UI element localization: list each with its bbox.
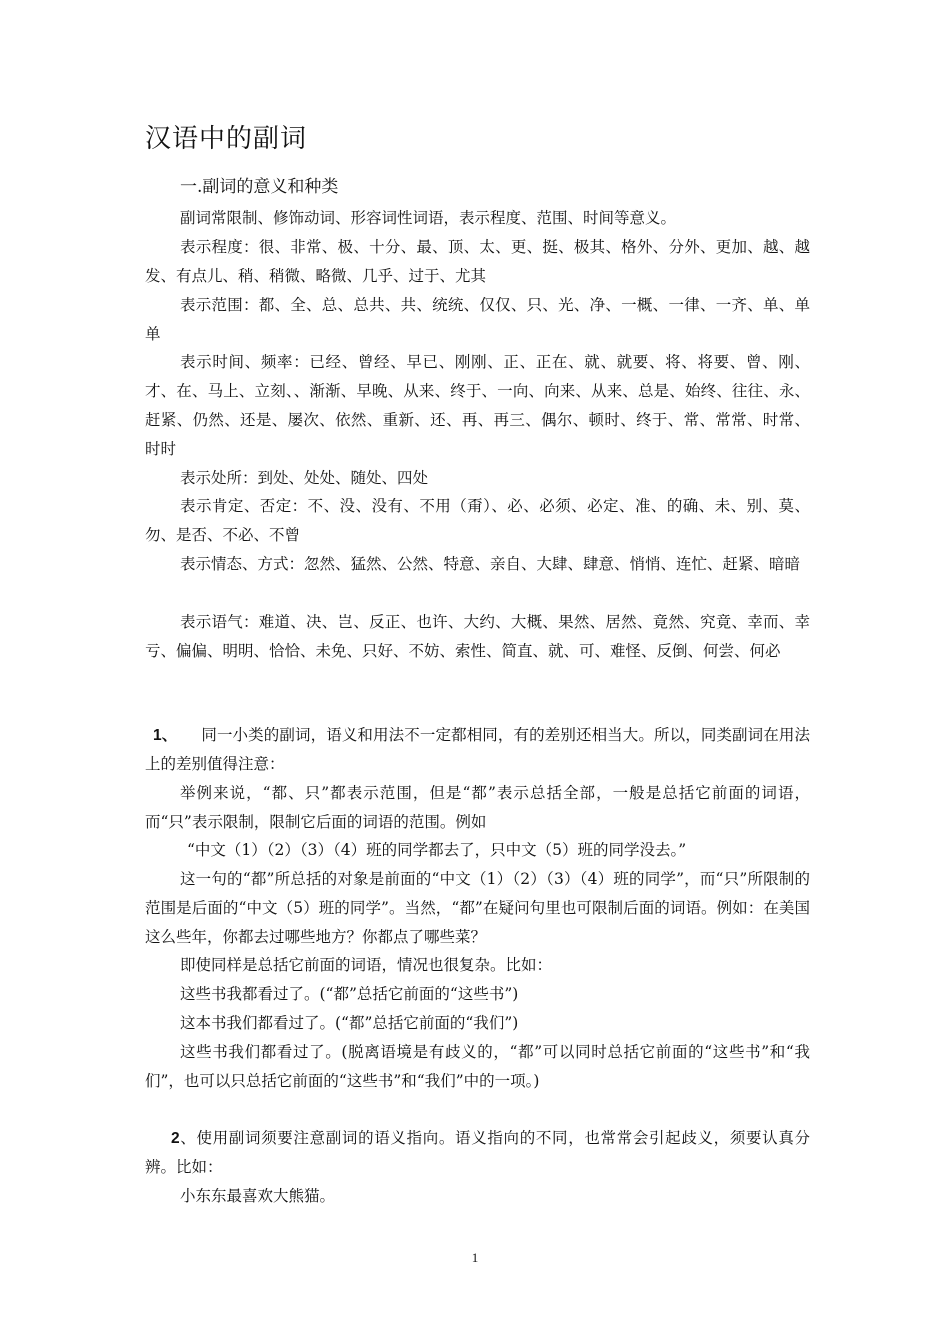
point-1-paragraph: 举例来说，“都、只”都表示范围，但是“都”表示总括全部，一般是总括它前面的词语，而“只”表示限制，限制它后面的词语的范围。例如 xyxy=(145,784,810,831)
point-2-example: 小东东最喜欢大熊猫。 xyxy=(180,1187,336,1205)
point-1 xyxy=(145,721,810,779)
paragraph-negation: 表示肯定、否定：不、没、没有、不用（甭）、必、必须、必定、准、的确、未、别、莫、勿、是否、不必、不曾 xyxy=(145,497,810,544)
paragraph-manner: 表示情态、方式：忽然、猛然、公然、特意、亲自、大肆、肆意、悄悄、连忙、赶紧、暗暗 xyxy=(180,555,801,573)
point-1-number: 1、 xyxy=(153,727,178,744)
point-2-text: 、使用副词须要注意副词的语义指向。语义指向的不同，也常常会引起歧义，须要认真分辨。比如： xyxy=(145,1129,810,1176)
paragraph-degree: 表示程度：很、非常、极、十分、最、顶、太、更、挺、极其、格外、分外、更加、越、越发、有点儿、稍、稍微、略微、几乎、过于、尤其 xyxy=(145,238,810,285)
point-1-explanation: 这一句的“都”所总括的对象是前面的“中文（1）（2）（3）（4）班的同学”，而“只”所限制的范围是后面的“中文（5）班的同学”。当然，“都”在疑问句里也可限制后面的词语。例如：在美国这么些年，你都去过哪些地方？你都点了哪些菜？ xyxy=(145,870,810,946)
document-title: 汉语中的副词 xyxy=(145,124,308,154)
point-1-example: 这些书我都看过了。(“都”总括它前面的“这些书”) xyxy=(180,985,519,1003)
point-1-example: “中文（1）（2）（3）（4）班的同学都去了，只中文（5）班的同学没去。” xyxy=(187,841,687,859)
paragraph-mood: 表示语气：难道、决、岂、反正、也许、大约、大概、果然、居然、竟然、究竟、幸而、幸亏、偏偏、明明、恰恰、未免、只好、不妨、索性、简直、就、可、难怪、反倒、何尝、何必 xyxy=(145,613,810,660)
paragraph-place: 表示处所：到处、处处、随处、四处 xyxy=(180,469,429,487)
point-1-paragraph: 即使同样是总括它前面的词语，情况也很复杂。比如： xyxy=(180,956,553,974)
point-1-example: 这些书我们都看过了。(脱离语境是有歧义的，“都”可以同时总括它前面的“这些书”和“我们”，也可以只总括它前面的“这些书”和“我们”中的一项。) xyxy=(145,1043,810,1090)
point-2-number: 2 xyxy=(171,1130,180,1147)
paragraph-time: 表示时间、频率：已经、曾经、早已、刚刚、正、正在、就、就要、将、将要、曾、刚、才、在、马上、立刻、、渐渐、早晚、从来、终于、一向、向来、从来、总是、始终、往往、永、赶紧、仍然、还是、屡次、依然、重新、还、再、再三、偶尔、顿时、终于、常、常常、时常、时时 xyxy=(145,353,810,458)
section-heading: 一.副词的意义和种类 xyxy=(180,177,339,197)
point-2 xyxy=(145,1124,810,1182)
paragraph-intro: 副词常限制、修饰动词、形容词性词语，表示程度、范围、时间等意义。 xyxy=(180,209,677,227)
point-1-text: 同一小类的副词，语义和用法不一定都相同，有的差别还相当大。所以，同类副词在用法上的差别值得注意： xyxy=(145,726,810,773)
paragraph-scope: 表示范围：都、全、总、总共、共、统统、仅仅、只、光、净、一概、一律、一齐、单、单单 xyxy=(145,296,810,343)
point-1-example: 这本书我们都看过了。(“都”总括它前面的“我们”) xyxy=(180,1014,519,1032)
page-number: 1 xyxy=(471,1250,479,1265)
